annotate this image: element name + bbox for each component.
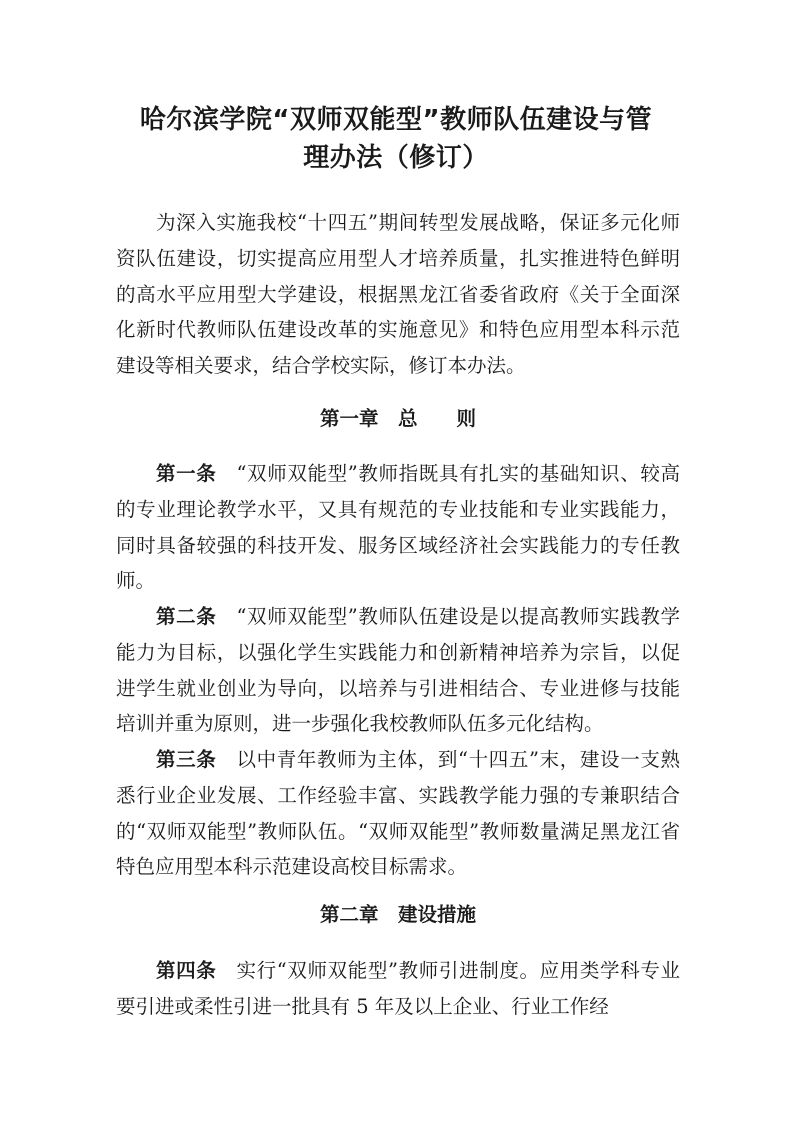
article-4-label: 第四条 xyxy=(156,959,217,982)
article-3-text: 以中青年教师为主体，到“十四五”末，建设一支熟悉行业企业发展、工作经验丰富、实践教学能力强的专兼职结合的“双师双能型”教师队伍。“双师双能型”教师数量满足黑龙江省特色应用型本科示范建设高校目标需求。 xyxy=(116,748,680,879)
article-1-text: “双师双能型”教师指既具有扎实的基础知识、较高的专业理论教学水平，又具有规范的专业技能和专业实践能力，同时具备较强的科技开发、服务区域经济社会实践能力的专任教师。 xyxy=(116,462,680,593)
chapter-1-heading: 第一章 总 则 xyxy=(319,407,476,430)
article-1-label: 第一条 xyxy=(156,462,217,485)
document-title-line-1: 哈尔滨学院“双师双能型”教师队伍建设与管 xyxy=(139,105,653,135)
article-3 xyxy=(116,742,680,885)
article-2-text: “双师双能型”教师队伍建设是以提高教师实践教学能力为目标，以强化学生实践能力和创新精神培养为宗旨，以促进学生就业创业为导向，以培养与引进相结合、专业进修与技能培训并重为原则，进一步强化我校教师队伍多元化结构。 xyxy=(116,605,680,736)
preamble-paragraph: 为深入实施我校“十四五”期间转型发展战略，保证多元化师资队伍建设，切实提高应用型人才培养质量，扎实推进特色鲜明的高水平应用型大学建设，根据黑龙江省委省政府《关于全面深化新时代教师队伍建设改革的实施意见》和特色应用型本科示范建设等相关要求，结合学校实际，修订本办法。 xyxy=(116,211,680,378)
article-3-label: 第三条 xyxy=(156,748,217,771)
article-4-text: 实行“双师双能型”教师引进制度。应用类学科专业要引进或柔性引进一批具有 5 年及以上企业、行业工作经 xyxy=(116,959,680,1018)
article-1 xyxy=(116,456,680,599)
article-4 xyxy=(116,953,680,1025)
article-2-label: 第二条 xyxy=(156,605,217,628)
chapter-2-heading: 第二章 建设措施 xyxy=(319,903,476,926)
document-title-line-2: 理办法（修订） xyxy=(303,143,489,173)
article-2 xyxy=(116,599,680,742)
